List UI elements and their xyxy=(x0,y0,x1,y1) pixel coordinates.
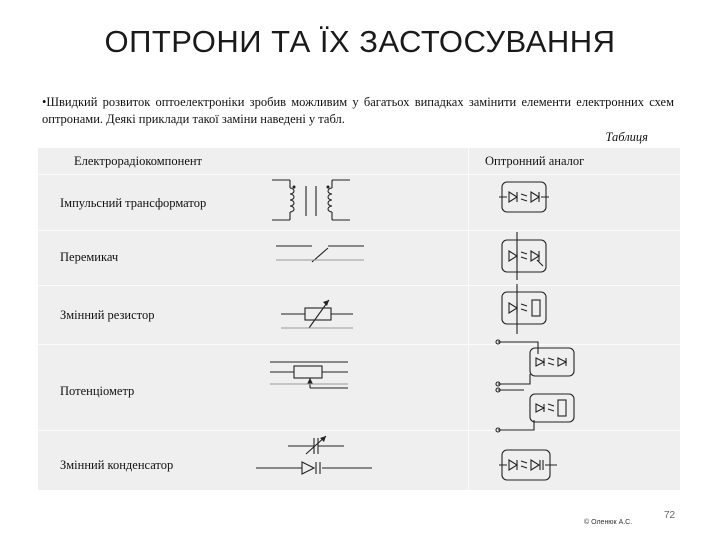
header-component: Електрорадіокомпонент xyxy=(74,154,203,168)
optocoupler-varicap-symbol xyxy=(499,446,557,486)
switch-symbol xyxy=(276,238,364,266)
row-label-variable-capacitor: Змінний конденсатор xyxy=(60,458,174,472)
row-label-potentiometer: Потенціометр xyxy=(60,384,135,398)
slide-title: ОПТРОНИ ТА ЇХ ЗАСТОСУВАННЯ xyxy=(104,24,616,59)
row-label-switch: Перемикач xyxy=(60,250,119,264)
variable-capacitor-symbol xyxy=(256,432,372,484)
potentiometer-symbol xyxy=(270,358,350,390)
row-divider xyxy=(38,344,680,345)
optocoupler-diode-diode-symbol xyxy=(499,178,549,216)
table-caption: Таблиця xyxy=(605,130,648,144)
row-divider xyxy=(38,430,680,431)
column-divider xyxy=(468,148,469,490)
page-number: 72 xyxy=(664,510,676,521)
row-divider xyxy=(38,174,680,175)
optocoupler-diode-thyristor-symbol xyxy=(499,232,549,280)
author-credit: © Оленюк А.С. xyxy=(584,519,633,526)
intro-paragraph: •Швидкий розвиток оптоелектроніки зробив можливим у багатьох випадках замінити елементи електронних схем оптронами. Деякі приклади такої заміни наведені у табл. xyxy=(42,95,674,126)
dual-optocoupler-symbol xyxy=(494,338,578,434)
header-analog: Оптронний аналог xyxy=(485,154,585,168)
row-label-pulse-transformer: Імпульсний трансформатор xyxy=(60,196,207,210)
optocoupler-photoresistor-symbol xyxy=(499,284,549,334)
transformer-symbol xyxy=(270,176,352,224)
variable-resistor-symbol xyxy=(281,296,353,332)
row-divider xyxy=(38,285,680,286)
comparison-table xyxy=(38,148,680,490)
row-label-variable-resistor: Змінний резистор xyxy=(60,308,155,322)
row-divider xyxy=(38,230,680,231)
